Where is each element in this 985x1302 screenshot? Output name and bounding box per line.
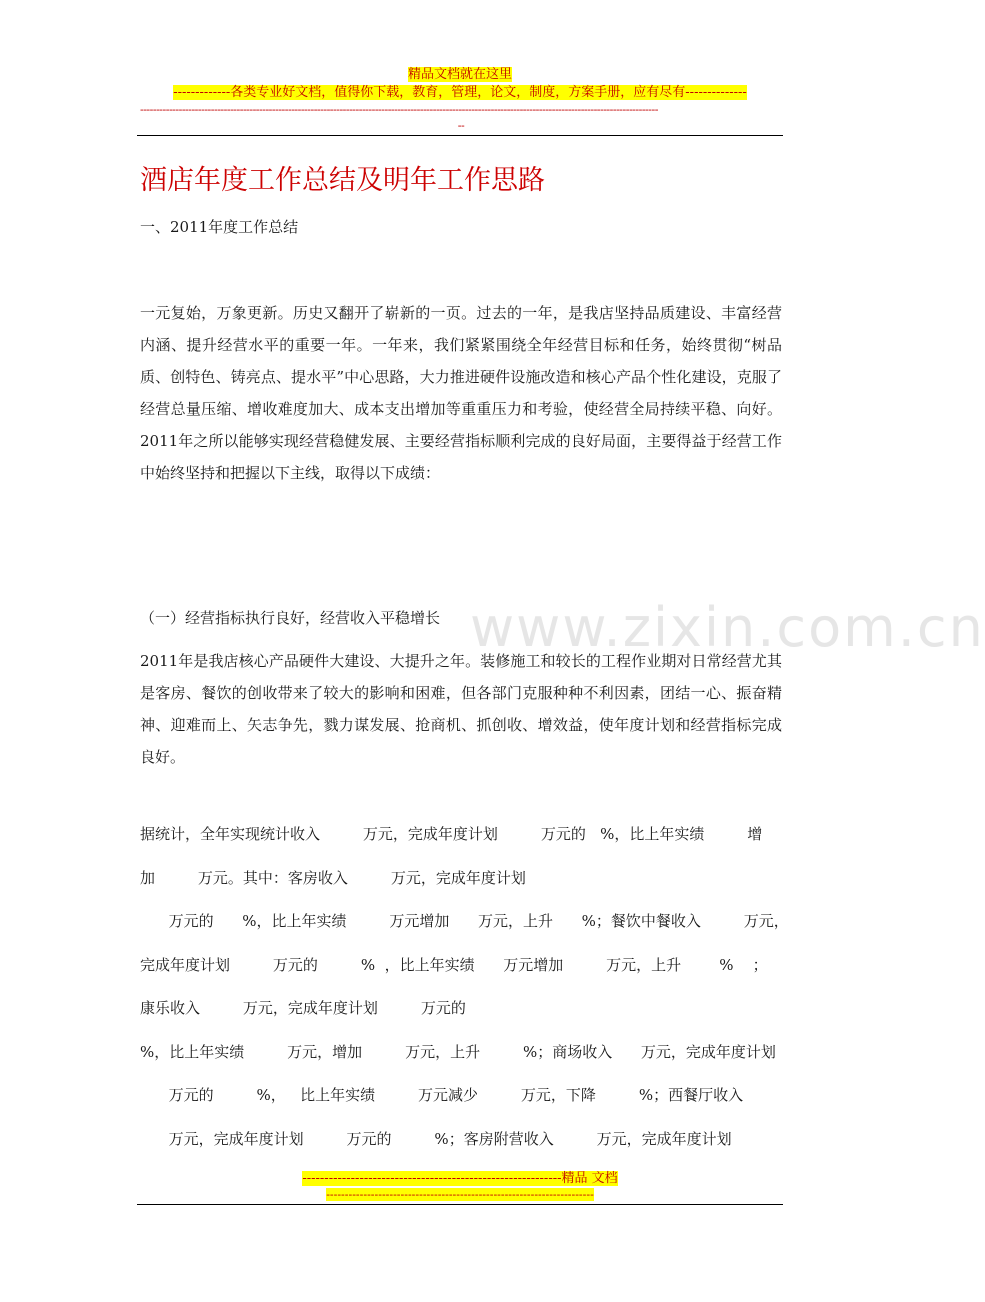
footer-tagline: -----------------------------------------------------------精品 文档 — [302, 1171, 618, 1186]
stats-line: 加 万元。其中：客房收入 万元，完成年度计划 — [140, 869, 526, 887]
body-paragraph: 2011年是我店核心产品硬件大建设、大提升之年。装修施工和较长的工程作业期对日常经营尤其是客房、餐饮的创收带来了较大的影响和困难，但各部门克服种种不利因素，团结一心、振奋精神、迎难而上、矢志争先，戮力谋发展、抢商机、抓创收、增效益，使年度计划和经营指标完成良好。 — [140, 652, 782, 766]
footer-rule — [137, 1204, 783, 1205]
section-heading: 一、2011年度工作总结 — [140, 218, 299, 236]
footer-dash-line: ------------------------------------------------------------------------ — [326, 1188, 594, 1201]
watermark: www.zixin.com.cn — [470, 596, 985, 659]
stats-line: 康乐收入 万元，完成年度计划 万元的 — [140, 999, 466, 1017]
header-dash-line: ----------------------------------------------------------------------------------------------------------------------------------------------------------------- — [140, 103, 658, 116]
stats-line: 完成年度计划 万元的 % ，比上年实绩 万元增加 万元，上升 % ； — [140, 956, 768, 974]
stats-line: 万元的 %，比上年实绩 万元增加 万元，上升 %；餐饮中餐收入 万元， — [140, 912, 789, 930]
header-tagline: 精品文档就在这里 — [407, 67, 512, 82]
subsection-heading: （一）经营指标执行良好，经营收入平稳增长 — [140, 609, 441, 627]
stats-line: 万元，完成年度计划 万元的 %；客房附营收入 万元，完成年度计划 — [140, 1130, 732, 1148]
header-rule — [137, 135, 783, 136]
document-title: 酒店年度工作总结及明年工作思路 — [140, 165, 545, 196]
header-promo: -------------各类专业好文档，值得你下载，教育，管理，论文，制度，方案手册，应有尽有-------------- — [173, 85, 747, 100]
stats-line: 据统计，全年实现统计收入 万元，完成年度计划 万元的 %，比上年实绩 增 — [140, 825, 763, 843]
stats-line: %，比上年实绩 万元，增加 万元，上升 %；商场收入 万元，完成年度计划 — [140, 1043, 776, 1061]
stats-line: 万元的 %， 比上年实绩 万元减少 万元，下降 %；西餐厅收入 — [140, 1086, 744, 1104]
intro-paragraph: 一元复始，万象更新。历史又翻开了崭新的一页。过去的一年，是我店坚持品质建设、丰富经营内涵、提升经营水平的重要一年。一年来，我们紧紧围绕全年经营目标和任务，始终贯彻“树品质、创特色、铸亮点、提水平”中心思路，大力推进硬件设施改造和核心产品个性化建设，克服了经营总量压缩、增收难度加大、成本支出增加等重重压力和考验，使经营全局持续平稳、向好。2011年之所以能够实现经营稳健发展、主要经营指标顺利完成的良好局面，主要得益于经营工作中始终坚持和把握以下主线，取得以下成绩： — [140, 304, 782, 482]
header-dash-tail: -- — [457, 119, 465, 132]
